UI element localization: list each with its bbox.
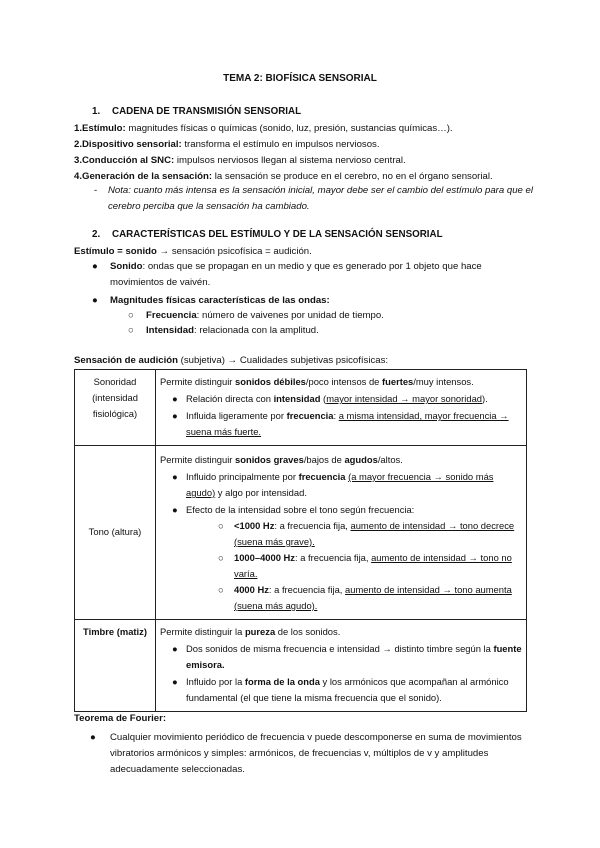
sensacion-label: Sensación de audición: [74, 355, 178, 366]
item-label: 1.Estímulo:: [74, 123, 126, 134]
circle-bullet-icon: ○: [218, 584, 224, 595]
frecuencia-text: : número de vaivenes por unidad de tiempo.: [196, 310, 384, 321]
circle-bullet-icon: ○: [128, 310, 134, 321]
table-row: [75, 620, 527, 712]
section-number: 1.: [92, 106, 101, 117]
bullet-icon: ●: [172, 393, 178, 404]
circle-bullet-icon: ○: [218, 552, 224, 563]
document-title: TEMA 2: BIOFÍSICA SENSORIAL: [223, 73, 377, 84]
sub-bullet-frecuencia: [128, 309, 384, 322]
note-text: Nota: cuanto más intensa es la sensación inicial, mayor debe ser el cambio del estímulo para que el cerebro perciba que la sensación ha cambiado.: [108, 185, 534, 212]
sub-bullet-intensidad: [128, 324, 319, 337]
cell-sub-bullet: ○ 4000 Hz: a frecuencia fija, aumento de intensidad → tono aumenta (suena más agudo).: [218, 584, 512, 611]
bullet-icon: ●: [172, 471, 178, 482]
sensacion-line: [74, 354, 388, 367]
magnitudes-label: Magnitudes físicas características de las ondas:: [110, 295, 330, 306]
intensidad-text: : relacionada con la amplitud.: [193, 325, 319, 336]
cell-bullet: ● Influida ligeramente por frecuencia: a misma intensidad, mayor frecuencia → suena más fuerte.: [172, 410, 509, 437]
item-label: 4.Generación de la sensación:: [74, 171, 213, 182]
bullet-magnitudes: [92, 294, 330, 307]
section-title: CARACTERÍSTICAS DEL ESTÍMULO Y DE LA SENSACIÓN SENSORIAL: [112, 229, 443, 240]
item-label: 2.Dispositivo sensorial:: [74, 139, 182, 150]
row-content-tono: [156, 446, 527, 620]
item-text: la sensación se produce en el cerebro, no en el órgano sensorial.: [212, 171, 493, 182]
sonido-text: : ondas que se propagan en un medio y que es generado por 1 objeto que hace movimientos de vaivén.: [110, 261, 482, 288]
cell-bullet: ● Dos sonidos de misma frecuencia e intensidad → distinto timbre según la fuente emisora.: [172, 643, 522, 670]
item-text: magnitudes físicas o químicas (sonido, luz, presión, sustancias químicas…).: [125, 123, 453, 134]
cell-sub-bullet: ○ <1000 Hz: a frecuencia fija, aumento de intensidad → tono decrece (suena más grave).: [218, 520, 515, 547]
cell-intro: Permite distinguir sonidos débiles/poco intensos de fuertes/muy intensos.: [160, 376, 474, 387]
cell-bullet: ● Influido principalmente por frecuencia (a mayor frecuencia → sonido más agudo) y algo por intensidad.: [172, 471, 494, 498]
section-1-heading: [92, 106, 301, 117]
row-content-timbre: [156, 620, 527, 712]
note: [94, 183, 534, 215]
circle-bullet-icon: ○: [128, 325, 134, 336]
item-text: impulsos nerviosos llegan al sistema nervioso central.: [174, 155, 406, 166]
row-label-timbre: Timbre (matiz): [75, 620, 156, 712]
row-content-sonoridad: [156, 370, 527, 446]
stimulus-text: → sensación psicofísica = audición.: [156, 246, 312, 257]
bullet-icon: ●: [172, 504, 178, 515]
bullet-icon: ●: [90, 732, 96, 743]
bullet-icon: ●: [92, 295, 98, 306]
sonido-label: Sonido: [110, 261, 143, 272]
qualities-table: [74, 369, 527, 712]
cell-bullet: ● Relación directa con intensidad (mayor intensidad → mayor sonoridad).: [160, 391, 522, 407]
fourier-text: Cualquier movimiento periódico de frecuencia v puede descomponerse en suma de movimientos vibratorios armónicos y simples: armónicos, de frecuencias v, múltiplos de v y amplitudes adecuadamente seleccionadas.: [110, 732, 522, 775]
cell-intro: Permite distinguir la pureza de los sonidos.: [160, 626, 341, 637]
table-row: [75, 446, 527, 620]
cell-bullet: ● Influido por la forma de la onda y los armónicos que acompañan al armónico fundamental (el que tiene la misma frecuencia que el sonido).: [172, 676, 509, 703]
list-item: [74, 154, 406, 167]
stimulus-line: [74, 245, 312, 258]
cell-sub-bullet: ○ 1000–4000 Hz: a frecuencia fija, aumento de intensidad → tono no varía.: [218, 552, 512, 579]
list-item: [74, 122, 453, 135]
cell-bullet: ● Efecto de la intensidad sobre el tono según frecuencia:: [160, 502, 522, 518]
bullet-icon: ●: [172, 410, 178, 421]
circle-bullet-icon: ○: [218, 520, 224, 531]
intensidad-label: Intensidad: [146, 325, 194, 336]
bullet-icon: ●: [172, 676, 178, 687]
frecuencia-label: Frecuencia: [146, 310, 197, 321]
bullet-sonido: [92, 259, 530, 291]
section-number: 2.: [92, 229, 101, 240]
table-row: [75, 370, 527, 446]
bullet-icon: ●: [92, 261, 98, 272]
bullet-icon: ●: [172, 643, 178, 654]
item-text: transforma el estímulo en impulsos nerviosos.: [181, 139, 380, 150]
list-item: [74, 170, 493, 183]
row-label-sonoridad: Sonoridad (intensidad fisiológica): [75, 370, 156, 446]
list-item: [74, 138, 380, 151]
cell-intro: Permite distinguir sonidos graves/bajos de agudos/altos.: [160, 454, 403, 465]
section-2-heading: [92, 229, 443, 240]
fourier-bullet: [90, 730, 530, 778]
section-title: CADENA DE TRANSMISIÓN SENSORIAL: [112, 106, 302, 117]
stimulus-label: Estímulo = sonido: [74, 246, 157, 257]
row-label-tono: Tono (altura): [75, 446, 156, 620]
dash-marker: -: [94, 185, 98, 196]
item-label: 3.Conducción al SNC:: [74, 155, 175, 166]
sensacion-text: (subjetiva) → Cualidades subjetivas psicofísicas:: [177, 355, 389, 366]
fourier-heading: Teorema de Fourier:: [74, 713, 167, 724]
